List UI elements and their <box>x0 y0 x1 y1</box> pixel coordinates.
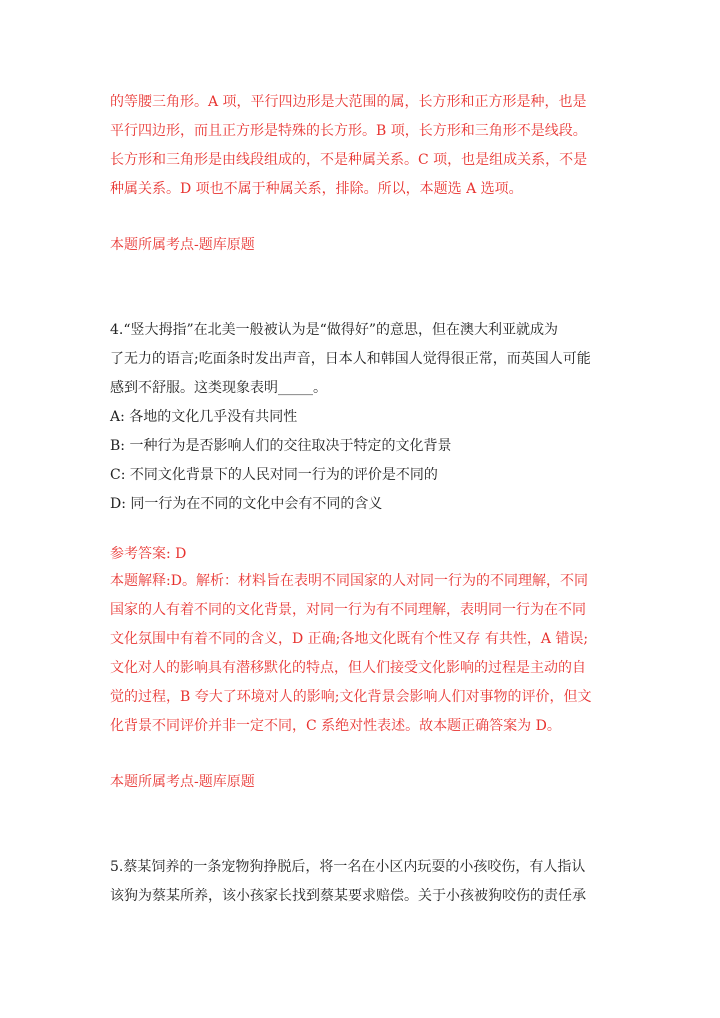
document-page <box>110 88 610 911</box>
stem-line: 了无力的语言;吃面条时发出声音，日本人和韩国人觉得很正常，而英国人可能 <box>110 351 591 367</box>
explanation-line: 化背景不同评价并非一定不同，C 系绝对性表述。故本题正确答案为 D。 <box>110 718 561 734</box>
question-4-stem <box>110 316 610 403</box>
option-a: A: 各地的文化几乎没有共同性 <box>110 409 298 425</box>
explanation-line: 文化氛围中有着不同的含义，D 正确;各地文化既有个性又存 有共性，A 错误; <box>110 631 589 647</box>
option-b: B: 一种行为是否影响人们的交往取决于特定的文化背景 <box>110 438 452 454</box>
stem-line: 该狗为蔡某所养，该小孩家长找到蔡某要求赔偿。关于小孩被狗咬伤的责任承 <box>110 888 586 904</box>
stem-line: 5.蔡某饲养的一条宠物狗挣脱后，将一名在小区内玩耍的小孩咬伤，有人指认 <box>110 859 586 875</box>
option-c: C: 不同文化背景下的人民对同一行为的评价是不同的 <box>110 467 438 483</box>
explanation-line: 觉的过程，B 夸大了环境对人的影响;文化背景会影响人们对事物的评价，但文 <box>110 689 592 705</box>
topic-label: 本题所属考点-题库原题 <box>110 774 255 790</box>
previous-explanation <box>110 88 610 204</box>
explanation-line: 文化对人的影响具有潜移默化的特点，但人们接受文化影响的过程是主动的自 <box>110 660 586 676</box>
stem-line: 4.“竖大拇指”在北美一般被认为是“做得好”的意思，但在澳大利亚就成为 <box>110 322 558 338</box>
explanation-line: 长方形和三角形是由线段组成的，不是种属关系。C 项，也是组成关系，不是 <box>110 152 588 168</box>
topic-label: 本题所属考点-题库原题 <box>110 237 255 253</box>
explanation-line: 本题解释:D。解析：材料旨在表明不同国家的人对同一行为的不同理解，不同 <box>110 573 588 589</box>
answer-label: 参考答案: D <box>110 546 187 562</box>
question-5-stem <box>110 853 610 911</box>
stem-line: 感到不舒服。这类现象表明_____。 <box>110 380 327 396</box>
explanation-line: 平行四边形，而且正方形是特殊的长方形。B 项，长方形和三角形不是线段。 <box>110 123 587 139</box>
explanation-line: 的等腰三角形。A 项，平行四边形是大范围的属，长方形和正方形是种，也是 <box>110 94 587 110</box>
option-d: D: 同一行为在不同的文化中会有不同的含义 <box>110 496 383 512</box>
question-4-explanation <box>110 567 610 741</box>
explanation-line: 国家的人有着不同的文化背景，对同一行为有不同理解，表明同一行为在不同 <box>110 602 586 618</box>
explanation-line: 种属关系。D 项也不属于种属关系，排除。所以，本题选 A 选项。 <box>110 181 523 197</box>
